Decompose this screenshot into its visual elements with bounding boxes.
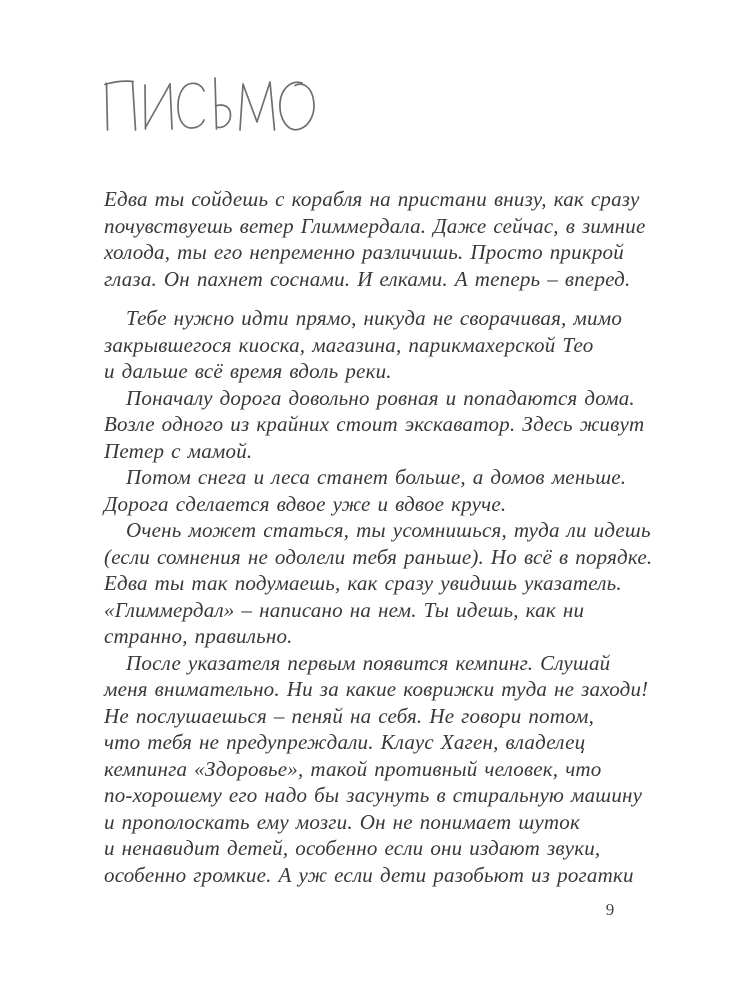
body-text [104,186,653,888]
text-line: (если сомнения не одолели тебя раньше). Но всё в порядке. [104,544,653,569]
text-line: Не послушаешься – пеняй на себя. Не говори потом, [104,703,595,728]
page-number: 9 [605,900,615,919]
text-line: Возле одного из крайних стоит экскаватор. Здесь живут [104,412,645,436]
text-line: Дорога сделается вдвое уже и вдвое круче. [104,491,507,516]
text-line: «Глиммердал» – написано на нем. Ты идешь, как ни [104,597,585,622]
text-line: Петер с мамой. [104,438,253,463]
paragraph [104,385,644,465]
text-line: почувствуешь ветер Глиммердала. Даже сейчас, в зимние [104,213,646,238]
paragraph [104,650,649,889]
paragraph [104,517,653,650]
text-line: закрывшегося киоска, магазина, парикмахерской Тео [104,332,594,357]
text-line: что тебя не предупреждали. Клаус Хаген, владелец [104,730,586,754]
text-line: холода, ты его непременно различишь. Просто прикрой [104,240,624,264]
text-line: Очень может статься, ты усомнишься, туда ли идешь [126,518,651,542]
text-line: меня внимательно. Ни за какие коврижки туда не заходи! [104,677,649,701]
paragraph [104,464,644,517]
text-line: Поначалу дорога довольно ровная и попадаются дома. [126,385,635,410]
handwritten-heading-drawing [102,70,320,138]
chapter-heading [102,70,320,138]
text-line: Потом снега и леса станет больше, а домов меньше. [126,465,627,489]
text-line: Тебе нужно идти прямо, никуда не сворачивая, мимо [126,306,623,330]
paragraph [104,305,644,385]
text-line: по-хорошему его надо бы засунуть в стиральную машину [104,783,643,807]
text-line: особенно громкие. А уж если дети разобьют из рогатки [104,862,634,887]
paragraph [104,186,644,292]
text-line: Едва ты сойдешь с корабля на пристани внизу, как сразу [104,187,640,211]
text-line: и прополоскать ему мозги. Он не понимает шуток [104,809,580,834]
text-line: глаза. Он пахнет соснами. И елками. А теперь – вперед. [104,266,631,291]
text-line: странно, правильно. [104,624,293,648]
text-line: и ненавидит детей, особенно если они издают звуки, [104,836,601,860]
text-line: и дальше всё время вдоль реки. [104,359,392,383]
text-line: После указателя первым появится кемпинг. Слушай [126,650,611,675]
text-line: кемпинга «Здоровье», такой противный человек, что [104,756,602,781]
text-line: Едва ты так подумаешь, как сразу увидишь указатель. [104,571,622,595]
